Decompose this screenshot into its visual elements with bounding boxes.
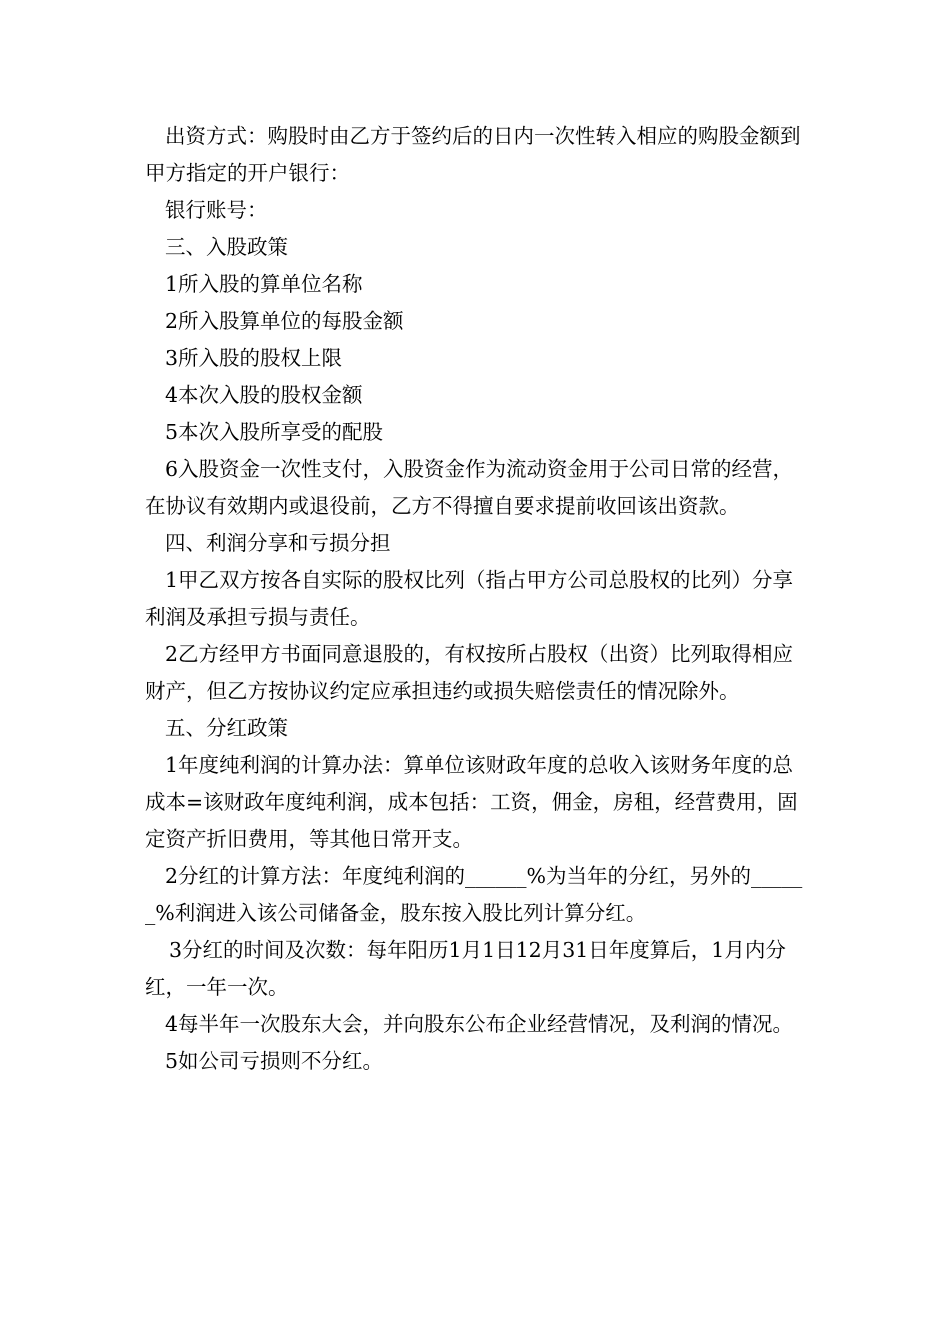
section-heading-profit-loss: 四、利润分享和亏损分担 (165, 531, 391, 555)
paragraph-shareholder-meeting: 4每半年一次股东大会，并向股东公布企业经营情况，及利润的情况。 (165, 1012, 794, 1036)
paragraph-net-profit-calc: 1年度纯利润的计算办法：算单位该财政年度的总收入该财务年度的总成本=该财政年度纯利润，成本包括：工资，佣金，房租，经营费用，固定资产折旧费用，等其他日常开支。 (145, 753, 798, 851)
paragraph-dividend-calc: 2分红的计算方法：年度纯利润的______%为当年的分红，另外的______%利润进入该公司储备金，股东按入股比列计算分红。 (145, 864, 803, 925)
paragraph-share-equity-amount: 4本次入股的股权金额 (165, 383, 363, 407)
paragraph-share-allotment: 5本次入股所享受的配股 (165, 420, 384, 444)
paragraph-capital-method: 出资方式：购股时由乙方于签约后的日内一次性转入相应的购股金额到甲方指定的开户银行： (145, 124, 801, 185)
paragraph-share-unit-name: 1所入股的算单位名称 (165, 272, 363, 296)
document-body (145, 118, 807, 1080)
paragraph-share-amount: 2所入股算单位的每股金额 (165, 309, 404, 333)
section-heading-share-policy: 三、入股政策 (165, 235, 288, 259)
paragraph-bank-account: 银行账号： (165, 198, 268, 222)
paragraph-dividend-schedule: 3分红的时间及次数：每年阳历1月1日12月31日年度算后，1月内分红，一年一次。 (145, 938, 786, 999)
paragraph-withdrawal: 2乙方经甲方书面同意退股的，有权按所占股权（出资）比列取得相应财产，但乙方按协议约定应承担违约或损失赔偿责任的情况除外。 (145, 642, 794, 703)
paragraph-share-payment: 6入股资金一次性支付，入股资金作为流动资金用于公司日常的经营，在协议有效期内或退役前，乙方不得擅自要求提前收回该出资款。 (145, 457, 794, 518)
paragraph-no-dividend-on-loss: 5如公司亏损则不分红。 (165, 1049, 384, 1073)
section-heading-dividend-policy: 五、分红政策 (165, 716, 288, 740)
paragraph-share-limit: 3所入股的股权上限 (165, 346, 343, 370)
paragraph-profit-sharing: 1甲乙双方按各自实际的股权比列（指占甲方公司总股权的比列）分享利润及承担亏损与责任。 (145, 568, 794, 629)
